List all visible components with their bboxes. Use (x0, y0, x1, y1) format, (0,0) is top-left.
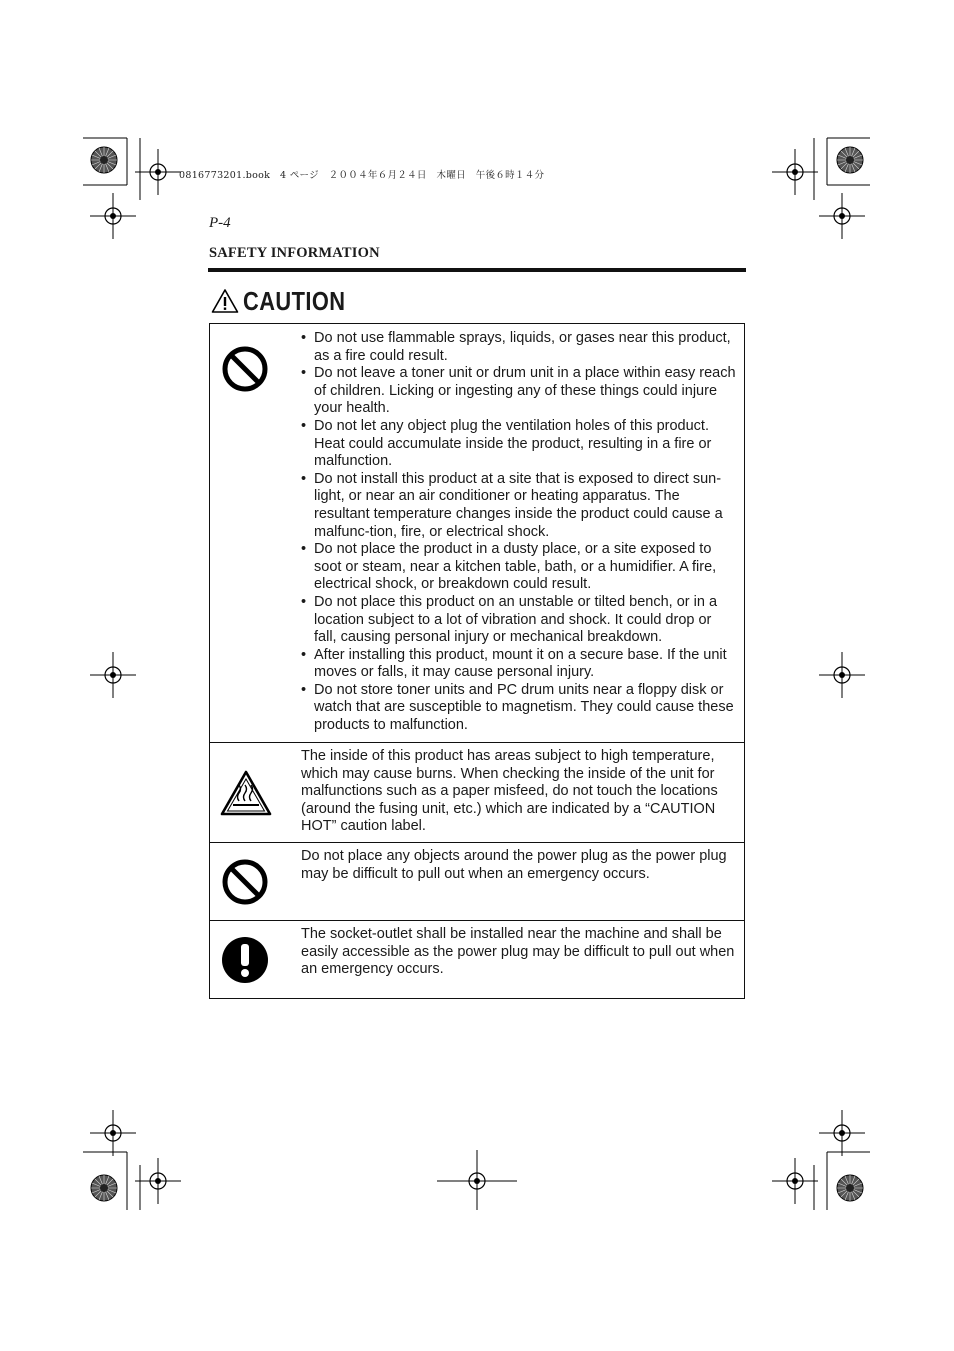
caution-row (210, 920, 744, 998)
caution-heading (211, 285, 365, 317)
list-item: • Do not place this product on an unstable or tilted bench, or in a location subject to a lot of vibration and shock. It could drop or fall, causing personal injury or mechanical breakdown. (301, 594, 736, 647)
caution-row-text: Do not place any objects around the power plug as the power plug may be difficult to pull out when an emergency occurs. (301, 848, 727, 882)
caution-table (209, 323, 745, 999)
page-number: P-4 (209, 215, 231, 231)
list-item: • Do not place the product in a dusty place, or a site exposed to soot or steam, near a kitchen table, bath, or a humidifier. A fire, electrical shock, or breakdown could result. (301, 541, 736, 594)
list-item: • After installing this product, mount it on a secure base. If the unit moves or falls, it may cause personal injury. (301, 647, 736, 682)
caution-row-icon-cell (210, 324, 301, 742)
list-item: • Do not leave a toner unit or drum unit in a place within easy reach of children. Licking or ingesting any of these things could injure your health. (301, 365, 736, 418)
caution-row-icon-cell (210, 843, 301, 920)
warning-triangle-icon (211, 288, 239, 314)
caution-row-text: The inside of this product has areas subject to high temperature, which may cause burns. When checking the inside of the unit for malfunctions such as a paper misfeed, do not touch the locations (around the fusing unit, etc.) which are indicated by a “CAUTION HOT” caution label. (301, 748, 718, 835)
print-info-header: 0816773201.book 4 ページ ２００４年６月２４日 木曜日 午後６時１４分 (179, 170, 545, 181)
list-item: • Do not use flammable sprays, liquids, or gases near this product, as a fire could result. (301, 330, 736, 365)
list-item: • Do not install this product at a site that is exposed to direct sun-light, or near an air conditioner or heating apparatus. The resultant temperature changes inside the product could cause a malfunc-tion, fire, or electrical shock. (301, 471, 736, 541)
caution-row (210, 842, 744, 920)
list-item: • Do not let any object plug the ventilation holes of this product. Heat could accumulate inside the product, resulting in a fire or malfunction. (301, 418, 736, 471)
caution-row-icon-cell (210, 921, 301, 998)
section-rule (208, 268, 746, 272)
caution-row (210, 324, 744, 742)
caution-row-text: The socket-outlet shall be installed near the machine and shall be easily accessible as the power plug may be difficult to pull out when an emergency occurs. (301, 926, 735, 978)
prohibition-icon (220, 344, 270, 394)
list-item: • Do not store toner units and PC drum units near a floppy disk or watch that are susceptible to magnetism. They could cause these products to malfunction. (301, 682, 736, 735)
caution-title: CAUTION (243, 285, 346, 316)
mandatory-exclamation-icon (220, 935, 270, 985)
caution-row-icon-cell (210, 743, 301, 842)
hot-surface-icon (219, 768, 273, 818)
prohibition-icon (220, 857, 270, 907)
caution-row (210, 742, 744, 842)
section-title: SAFETY INFORMATION (209, 245, 380, 261)
caution-row-text (301, 324, 744, 742)
